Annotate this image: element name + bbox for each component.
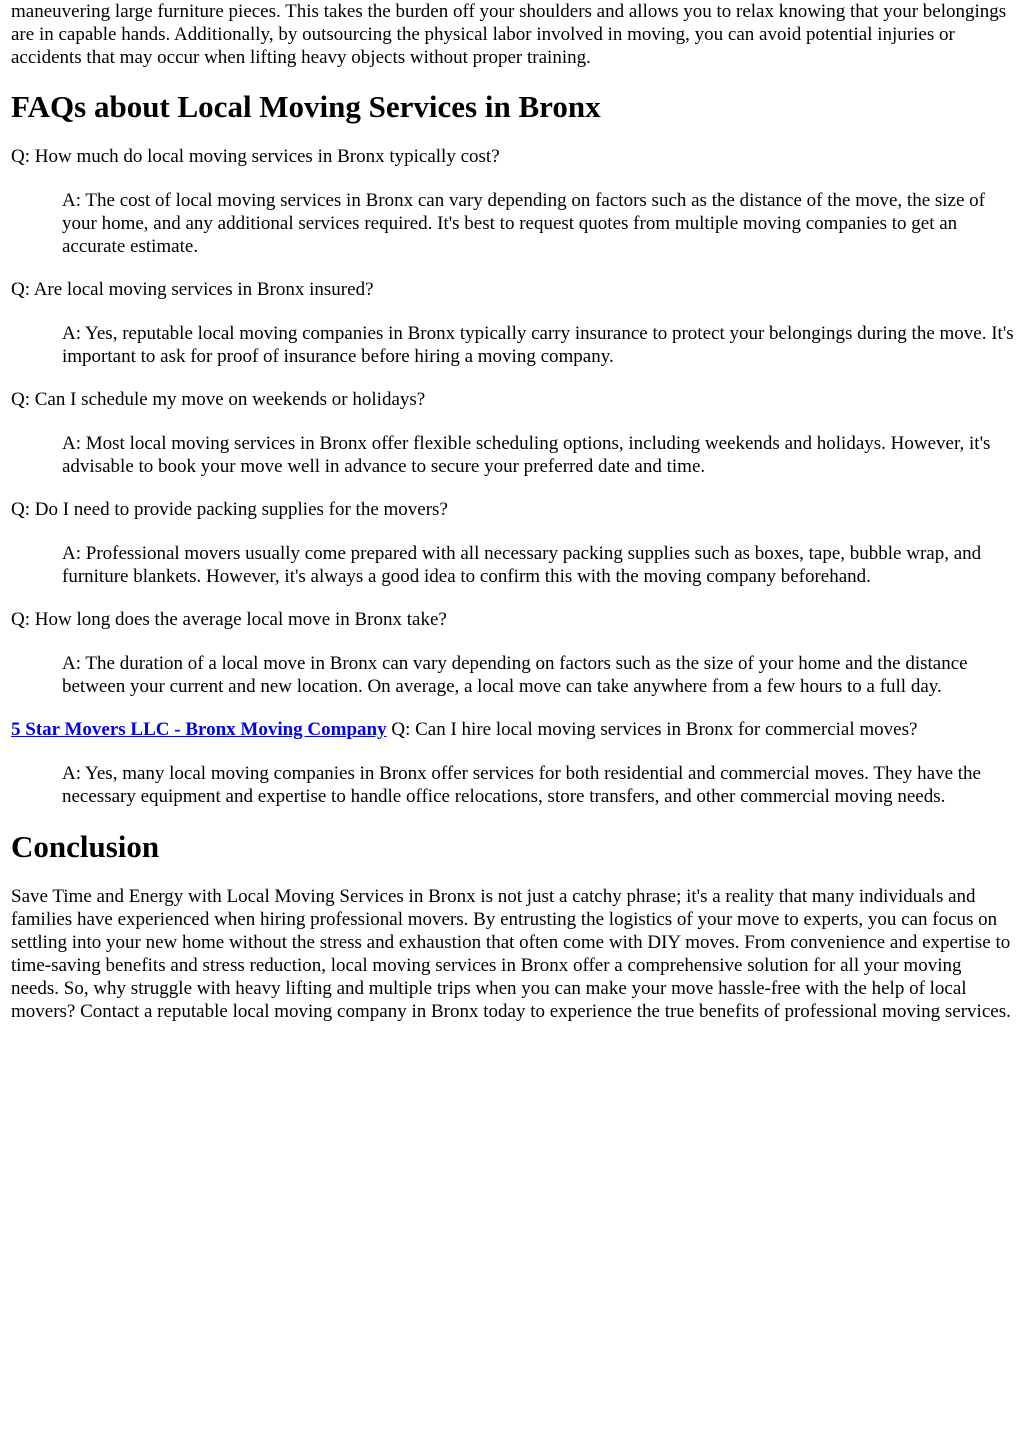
faq-answer: A: Yes, many local moving companies in Bronx offer services for both residential and commercial moves. They have the necessary equipment and expertise to handle office relocations, store transfers, and other commercial moving needs. [62,763,981,807]
faq-question: Q: Can I schedule my move on weekends or holidays? [11,389,426,410]
intro-paragraph: maneuvering large furniture pieces. This takes the burden off your shoulders and allows you to relax knowing that your belongings are in capable hands. Additionally, by outsourcing the physical labor involved in moving, you can avoid potential injuries or accidents that may occur when lifting heavy objects without proper training. [11,1,1007,68]
conclusion-heading: Conclusion [11,829,160,864]
faq-question: Q: Do I need to provide packing supplies for the movers? [11,499,448,520]
faq-question: Q: How much do local moving services in Bronx typically cost? [11,146,500,167]
faq-item [11,608,1014,698]
faq-answer: A: Yes, reputable local moving companies in Bronx typically carry insurance to protect your belongings during the move. It's important to ask for proof of insurance before hiring a moving company. [62,323,1014,367]
faq-question-with-link [11,718,1014,741]
faq-heading: FAQs about Local Moving Services in Bronx [11,89,601,124]
conclusion-paragraph: Save Time and Energy with Local Moving Services in Bronx is not just a catchy phrase; it's a reality that many individuals and families have experienced when hiring professional movers. By entrusting the logistics of your move to experts, you can focus on settling into your new home without the stress and exhaustion that often come with DIY moves. From convenience and expertise to time-saving benefits and stress reduction, local moving services in Bronx offer a comprehensive solution for all your moving needs. So, why struggle with heavy lifting and multiple trips when you can make your move hassle-free with the help of local movers? Contact a reputable local moving company in Bronx today to experience the true benefits of professional moving services. [11,886,1011,1022]
faq-answer: A: Professional movers usually come prepared with all necessary packing supplies such as boxes, tape, bubble wrap, and furniture blankets. However, it's always a good idea to confirm this with the moving company beforehand. [62,543,982,587]
faq-answer: A: The cost of local moving services in Bronx can vary depending on factors such as the distance of the move, the size of your home, and any additional services required. It's best to request quotes from multiple moving companies to get an accurate estimate. [62,190,985,257]
faq-question: Q: How long does the average local move in Bronx take? [11,609,447,630]
faq-question-text: Q: Can I hire local moving services in Bronx for commercial moves? [386,719,918,740]
faq-item [11,718,1014,808]
faq-item [11,498,1014,588]
faq-question: Q: Are local moving services in Bronx insured? [11,279,374,300]
faq-answer: A: The duration of a local move in Bronx can vary depending on factors such as the size of your home and the distance between your current and new location. On average, a local move can take anywhere from a few hours to a full day. [62,653,968,697]
company-link[interactable]: 5 Star Movers LLC - Bronx Moving Company [11,719,387,740]
faq-answer: A: Most local moving services in Bronx offer flexible scheduling options, including weekends and holidays. However, it's advisable to book your move well in advance to secure your preferred date and time. [62,433,991,477]
faq-item [11,145,1014,258]
faq-item [11,388,1014,478]
faq-item [11,278,1014,368]
